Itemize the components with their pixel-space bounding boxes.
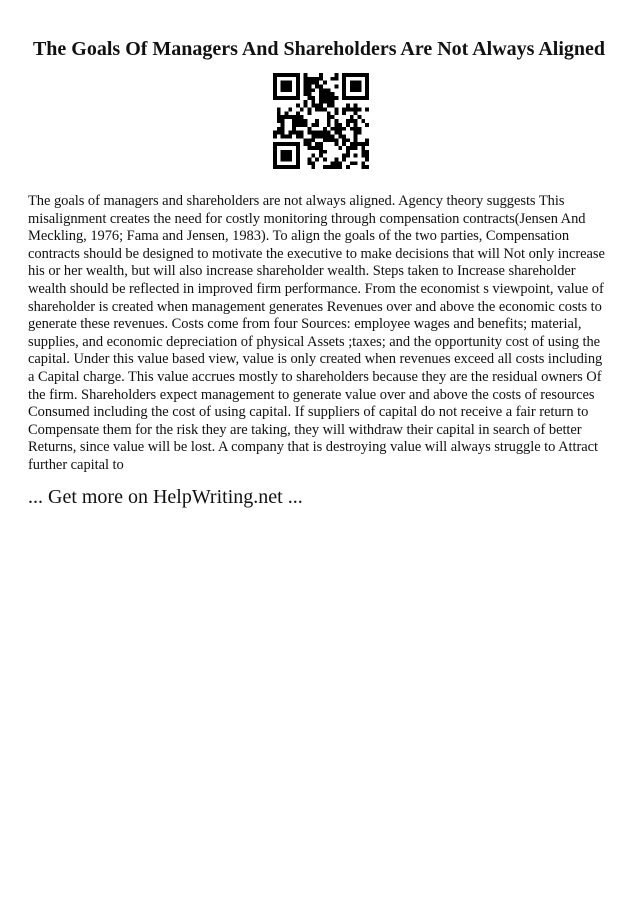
page-title: The Goals Of Managers And Shareholders Are Not Always Aligned (32, 38, 606, 60)
qr-code-icon (273, 73, 369, 169)
get-more-link[interactable]: ... Get more on HelpWriting.net ... (28, 486, 303, 508)
body-paragraph: The goals of managers and shareholders are not always aligned. Agency theory suggests This misalignment creates the need for costly monitoring through compensation contracts(Jensen And Meckling, 1976; Fama and Jensen, 1983). To align the goals of the two parties, Compensation contracts should be designed to motivate the executive to make decisions that will Not only increase his or her wealth, but will also increase shareholder wealth. Steps taken to Increase shareholder wealth should be reflected in improved firm performance. From the economist s viewpoint, value of shareholder is created when management generates Revenues over and above the economic costs to generate these revenues. Costs come from four Sources: employee wages and benefits; material, supplies, and economic depreciation of physical Assets ;taxes; and the opportunity cost of using the capital. Under this value based view, value is only created when revenues exceed all costs including a Capital charge. This value accrues mostly to shareholders because they are the residual owners Of the firm. Shareholders expect management to generate value over and above the costs of resources Consumed including the cost of using capital. If suppliers of capital do not receive a fair return to Compensate them for the risk they are taking, they will withdraw their capital in search of better Returns, since value will be lost. A company that is destroying value will always struggle to Attract further capital to (28, 193, 605, 473)
